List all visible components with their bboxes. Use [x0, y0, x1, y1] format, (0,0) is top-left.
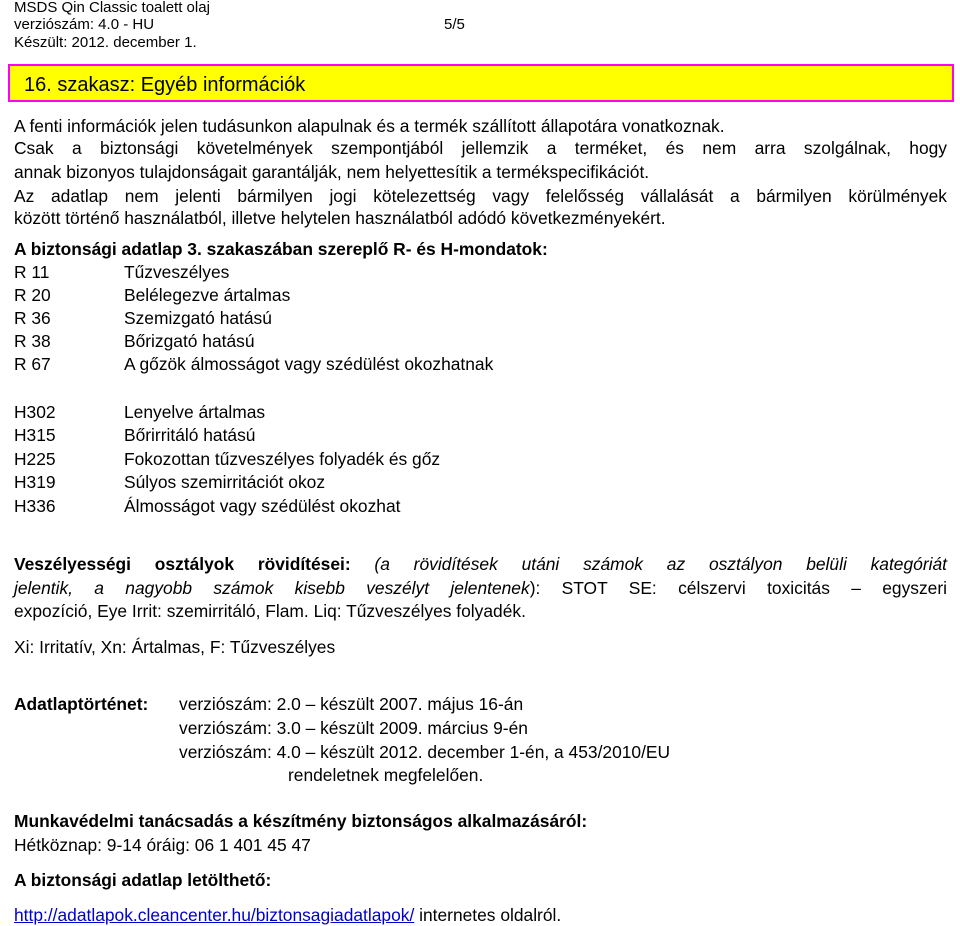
phrases-heading: A biztonsági adatlap 3. szakaszában szereplő R- és H-mondatok: [14, 239, 548, 259]
r-phrase-text: Belélegezve ártalmas [124, 285, 291, 305]
h-phrase-text: Álmosságot vagy szédülést okozhat [124, 496, 401, 516]
prepared-date: Készült: 2012. december 1. [14, 34, 197, 51]
hazard-symbols: Xi: Irritatív, Xn: Ártalmas, F: Tűzveszélyes [14, 637, 336, 657]
abbreviations-note-italic: jelentik, a nagyobb számok kisebb veszélyt jelentenek [14, 578, 530, 598]
history-entry: verziószám: 3.0 – készült 2009. március 9-én [179, 718, 528, 738]
h-phrase-code: H225 [14, 449, 56, 469]
download-heading: A biztonsági adatlap letölthető: [14, 870, 272, 890]
h-phrase-text: Lenyelve ártalmas [124, 402, 266, 422]
r-phrase-code: R 11 [14, 262, 50, 282]
r-phrase-text: Tűzveszélyes [124, 262, 230, 282]
r-phrase-code: R 20 [14, 285, 51, 305]
abbreviations-note-open: (a rövidítések utáni számok az osztályon belüli kategóriát [374, 554, 947, 574]
abbreviations-line-2 [14, 577, 947, 599]
document-title: MSDS Qin Classic toalett olaj [14, 0, 210, 16]
download-line [14, 904, 561, 926]
h-phrase-code: H336 [14, 496, 56, 516]
section-title: 16. szakasz: Egyéb információk [24, 74, 306, 96]
h-phrase-text: Súlyos szemirritációt okoz [124, 472, 326, 492]
section-header [8, 64, 954, 102]
h-phrase-text: Bőrirritáló hatású [124, 425, 256, 445]
history-entry: verziószám: 2.0 – készült 2007. május 16-án [179, 694, 524, 714]
h-phrase-text: Fokozottan tűzveszélyes folyadék és gőz [124, 449, 441, 469]
download-suffix: internetes oldalról. [414, 905, 562, 925]
version-label: verziószám: 4.0 - HU [14, 16, 155, 33]
history-entry-continuation: rendeletnek megfelelően. [288, 765, 484, 785]
intro-paragraph-1: A fenti információk jelen tudásunkon alapulnak és a termék szállított állapotára vonatkoznak. [14, 116, 725, 136]
abbreviations-line-1 [14, 553, 947, 575]
h-phrase-code: H315 [14, 425, 56, 445]
r-phrase-code: R 67 [14, 354, 51, 374]
r-phrase-code: R 36 [14, 308, 51, 328]
download-link[interactable]: http://adatlapok.cleancenter.hu/biztonsagiadatlapok/ [14, 905, 415, 925]
r-phrase-text: A gőzök álmosságot vagy szédülést okozhatnak [124, 354, 494, 374]
advice-heading: Munkavédelmi tanácsadás a készítmény biztonságos alkalmazásáról: [14, 811, 588, 831]
r-phrase-text: Szemizgató hatású [124, 308, 272, 328]
intro-paragraph-2-line-2: annak bizonyos tulajdonságait garantálják, nem helyettesítik a termékspecifikációt. [14, 162, 650, 182]
r-phrase-code: R 38 [14, 331, 51, 351]
h-phrase-code: H319 [14, 472, 56, 492]
h-phrase-code: H302 [14, 402, 56, 422]
page-number: 5/5 [444, 16, 465, 33]
history-entry: verziószám: 4.0 – készült 2012. december 1-én, a 453/2010/EU [179, 742, 671, 762]
intro-paragraph-2-line-1: Csak a biztonsági követelmények szempontjából jellemzik a terméket, és nem arra szolgálnak, hogy [14, 138, 947, 158]
intro-paragraph-3-line-1: Az adatlap nem jelenti bármilyen jogi kötelezettség vagy felelősség vállalását a bármilyen körülmények [14, 186, 947, 206]
history-label: Adatlaptörténet: [14, 694, 149, 714]
abbreviations-line-3: expozíció, Eye Irrit: szemirritáló, Flam. Liq: Tűzveszélyes folyadék. [14, 601, 526, 621]
abbreviations-stot: ): STOT SE: célszervi toxicitás – egyszeri [529, 578, 947, 598]
intro-paragraph-3-line-2: között történő használatból, illetve helytelen használatból adódó következményekért. [14, 208, 666, 228]
r-phrase-text: Bőrizgató hatású [124, 331, 255, 351]
abbreviations-label: Veszélyességi osztályok rövidítései: [14, 554, 351, 574]
advice-hours: Hétköznap: 9-14 óráig: 06 1 401 45 47 [14, 835, 311, 855]
